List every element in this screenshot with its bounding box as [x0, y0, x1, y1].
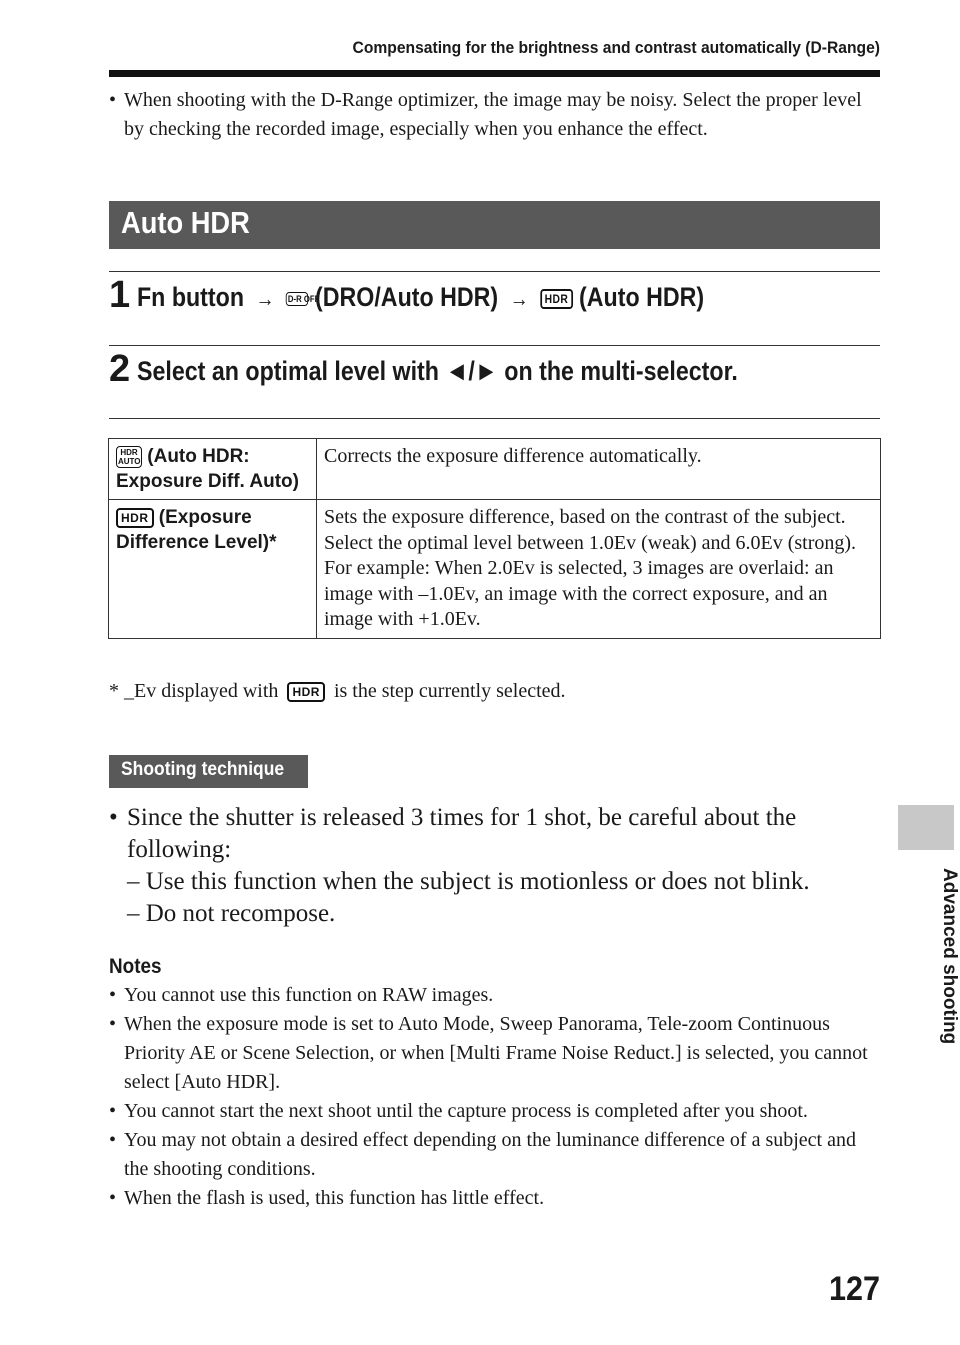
step-2-text: Select an optimal level with ◄/► on the multi-selector.: [137, 356, 738, 386]
hdr-icon: HDR: [540, 289, 572, 309]
section-title: Auto HDR: [121, 205, 250, 240]
list-item: [109, 1097, 881, 1126]
arrow-icon: →: [255, 286, 275, 311]
hdr-icon: HDR: [287, 682, 325, 702]
description-cell: [317, 500, 881, 639]
step-1-number: 1: [109, 274, 131, 316]
bullet-dot: •: [109, 804, 118, 831]
list-item: [109, 1184, 881, 1213]
intro-bullet-text: When shooting with the D-Range optimizer, the image may be noisy. Select the proper level by checking the recorded image, especially when you enhance the effect.: [124, 89, 862, 140]
footnote-suffix: is the step currently selected.: [333, 680, 566, 702]
step-1-fn-button: Fn button: [137, 282, 245, 312]
technique-list: [109, 802, 869, 930]
table-row: [109, 439, 881, 500]
running-head: Compensating for the brightness and contrast automatically (D-Range): [352, 38, 880, 57]
dro-off-icon: D-R OFF: [287, 293, 320, 304]
notes-title: Notes: [109, 955, 162, 978]
note-text: You may not obtain a desired effect depending on the luminance difference of a subject and the shooting conditions.: [124, 1129, 856, 1180]
description-text: For example: When 2.0Ev is selected, 3 images are overlaid: an image with –1.0Ev, an image with the correct exposure, and an image with +1.0Ev.: [324, 557, 834, 630]
arrow-icon: →: [509, 286, 529, 311]
option-label: (Exposure Difference Level)*: [116, 507, 277, 553]
header-rule: [109, 70, 880, 77]
note-text: You cannot start the next shoot until the capture process is completed after you shoot.: [124, 1100, 808, 1122]
notes-list: [109, 981, 881, 1213]
option-label: (Auto HDR: Exposure Diff. Auto): [116, 446, 299, 492]
note-text: You cannot use this function on RAW images.: [124, 984, 494, 1006]
step-1-text: [137, 282, 704, 313]
description-text: Sets the exposure difference, based on the contrast of the subject. Select the optimal level between 1.0Ev (weak) and 6.0Ev (strong).: [324, 506, 857, 554]
list-item: [109, 1010, 881, 1097]
technique-text: Since the shutter is released 3 times for 1 shot, be careful about the following:: [127, 804, 797, 863]
list-item: [109, 802, 869, 930]
section-header: [109, 201, 880, 249]
table-row: [109, 500, 881, 639]
technique-subitem: – Do not recompose.: [127, 900, 336, 927]
option-cell: [109, 500, 317, 639]
bullet-dot: •: [109, 1187, 117, 1209]
page-number: 127: [828, 1270, 880, 1308]
step-1-auto-hdr-label: (Auto HDR): [579, 282, 705, 312]
table-footnote: [109, 680, 566, 703]
technique-label-text: Shooting technique: [121, 759, 285, 780]
step-1-dro-label: (DRO/Auto HDR): [315, 282, 499, 312]
chapter-tab: [898, 805, 954, 850]
description-text: Corrects the exposure difference automatically.: [324, 445, 702, 467]
bullet-dot: •: [109, 89, 117, 111]
intro-bullet: [109, 86, 869, 144]
note-text: When the flash is used, this function has little effect.: [124, 1187, 545, 1209]
step-2-number: 2: [109, 348, 131, 390]
divider: [109, 418, 880, 419]
bullet-dot: •: [109, 1013, 117, 1035]
bullet-dot: •: [109, 1100, 117, 1122]
list-item: [109, 1126, 881, 1184]
hdr-auto-icon: HDR AUTO: [118, 447, 141, 466]
technique-subitem: – Use this function when the subject is motionless or does not blink.: [127, 868, 810, 895]
settings-table: [108, 438, 881, 639]
description-cell: [317, 439, 881, 500]
bullet-dot: •: [109, 984, 117, 1006]
bullet-dot: •: [109, 1129, 117, 1151]
divider: [109, 345, 880, 346]
technique-label: [109, 755, 308, 788]
list-item: [109, 981, 881, 1010]
divider: [109, 271, 880, 272]
option-cell: [109, 439, 317, 500]
hdr-icon: HDR: [116, 508, 154, 528]
note-text: When the exposure mode is set to Auto Mode, Sweep Panorama, Tele-zoom Continuous Priority AE or Scene Selection, or when [Multi Frame Noise Reduct.] is selected, you cannot select [Auto HDR].: [124, 1013, 868, 1093]
footnote-prefix: * _Ev displayed with: [109, 680, 279, 702]
chapter-label: Advanced shooting: [939, 868, 960, 1045]
